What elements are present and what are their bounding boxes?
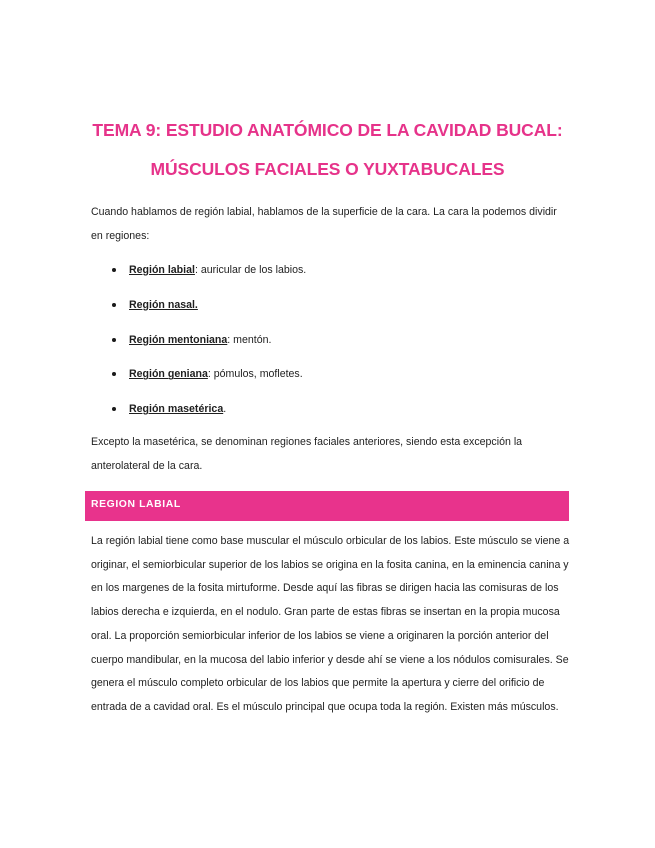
region-term: Región geniana [129, 368, 208, 381]
section-body-paragraph: La región labial tiene como base muscular el músculo orbicular de los labios. Este músculo se viene a originar, el semiorbicular superior de los labios se origina en la fosita canina, en la eminencia canina y en los margenes de la fosita mirtuforme. Desde aquí las fibras se dirigen hacia las comisuras de los labios derecha e izquierda, en el nodulo. Gran parte de estas fibras se insertan en la propia mucosa oral. La proporción semiorbicular inferior de los labios se viene a originaren la porción anterior del cuerpo mandibular, en la mucosa del labio inferior y desde ahí se viene a los nódulos comisurales. Se genera el músculo completo orbicular de los labios que permite la apertura y cierre del orificio de entrada de a cavidad oral. Es el músculo principal que ocupa toda la región. Existen más músculos. [91, 535, 570, 713]
section-heading-bar [85, 491, 569, 521]
regions-note-paragraph: Excepto la masetérica, se denominan regiones faciales anteriores, siendo esta excepción la anterolateral de la cara. [91, 436, 523, 472]
page-title-line-2: MÚSCULOS FACIALES O YUXTABUCALES [150, 159, 505, 179]
bullet-icon [112, 372, 116, 376]
regions-list [91, 258, 571, 432]
region-description: : pómulos, mofletes. [207, 368, 303, 381]
region-term: Región nasal. [129, 298, 198, 311]
list-item [91, 328, 571, 363]
list-item [91, 362, 571, 397]
list-item [91, 293, 571, 328]
page-title-line-1: TEMA 9: ESTUDIO ANATÓMICO DE LA CAVIDAD BUCAL: [92, 120, 563, 140]
region-term: Región mentoniana [129, 333, 228, 346]
list-item [91, 258, 571, 293]
region-term: Región labial [129, 264, 195, 276]
section-heading: REGION LABIAL [91, 499, 181, 510]
region-description: : mentón. [227, 333, 272, 346]
bullet-icon [112, 268, 116, 272]
bullet-icon [112, 338, 116, 342]
region-description: : auricular de los labios. [194, 264, 307, 276]
bullet-icon [112, 303, 116, 307]
bullet-icon [112, 407, 116, 411]
list-item [91, 397, 571, 432]
intro-paragraph: Cuando hablamos de región labial, hablamos de la superficie de la cara. La cara la podemos dividir en regiones: [91, 206, 557, 242]
region-term: Región masetérica [129, 403, 224, 416]
region-description: . [223, 403, 227, 416]
